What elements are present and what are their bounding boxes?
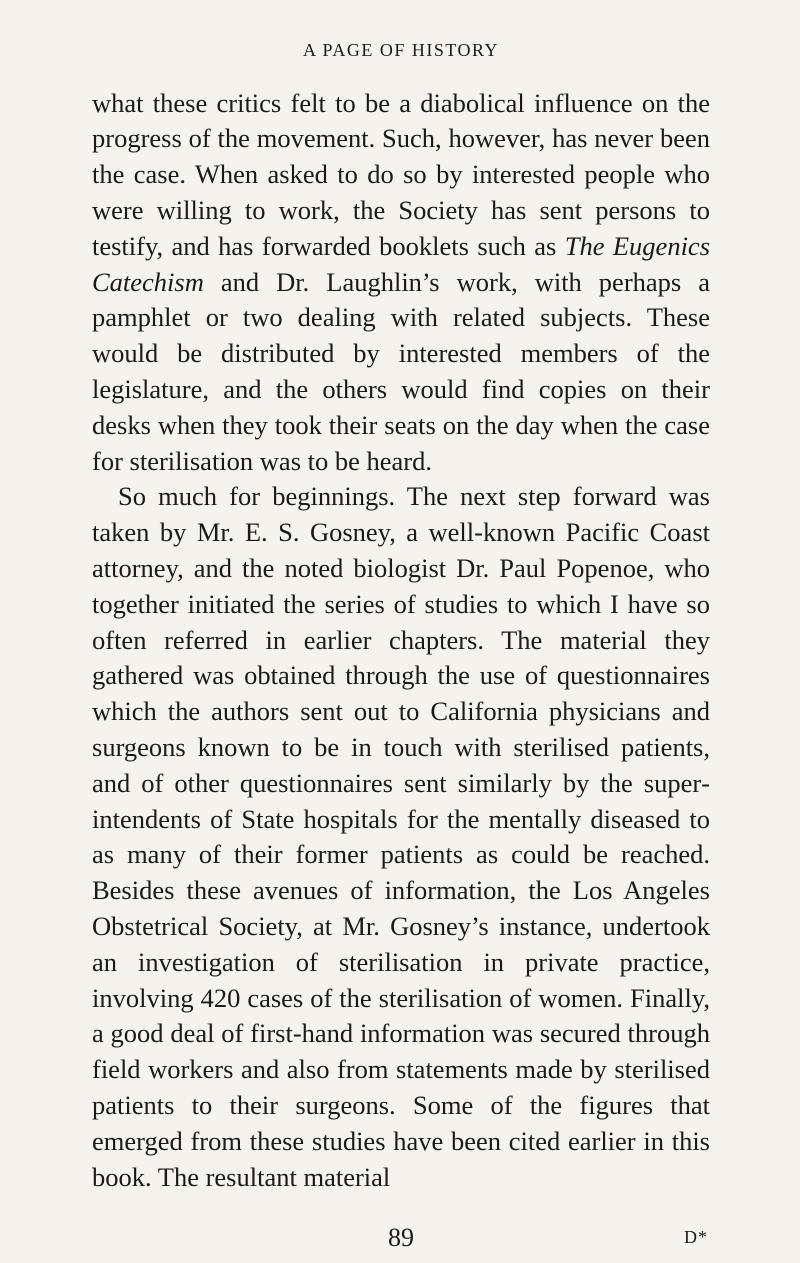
running-head: A PAGE OF HISTORY (302, 40, 500, 60)
paragraph-1-text-b: and Dr. Laughlin’s work, with perhaps a pamphlet or two dealing with related subjects. These would be distributed by interested members of the legislature, and the others would find copies on their desks when they took their seats on the day when the case for sterilisation was to be heard. (92, 266, 710, 476)
page-footer (92, 1223, 710, 1263)
paragraph-1-text-a: what these critics felt to be a diabolical influence on the progress of the movement. Such, however, has never been the case. When asked to do so by interested people who were willing to work, the Society has sent persons to testify, and has forwarded booklets such as (92, 87, 710, 261)
book-title-eugenics-catechism: The Eugenics Catechism (92, 230, 711, 297)
paragraph-1 (92, 86, 710, 480)
paragraph-2: So much for beginnings. The next step forward was taken by Mr. E. S. Gosney, a well-known Pacific Coast attorney, and the noted biologist Dr. Paul Popenoe, who together initiated the series of studies to which I have so often referred in earlier chapters. The material they gathered was obtained through the use of questionnaires which the authors sent out to California physicians and surgeons known to be in touch with sterilised patients, and of other questionnaires sent similarly by the superintendents of State hospitals for the mentally diseased to as many of their former patients as could be reached. Besides these avenues of information, the Los Angeles Obstetrical Society, at Mr. Gosney’s instance, undertook an investigation of sterilisation in private practice, involving 420 cases of the sterilisation of women. Finally, a good deal of first-hand information was secured through field workers and also from statements made by sterilised patients to their surgeons. Some of the figures that emerged from these studies have been cited earlier in this book. The resultant material (92, 481, 710, 1192)
book-page (92, 40, 710, 1263)
signature-mark: D* (684, 1227, 708, 1248)
page-number: 89 (388, 1223, 414, 1253)
body-text (92, 86, 710, 1196)
